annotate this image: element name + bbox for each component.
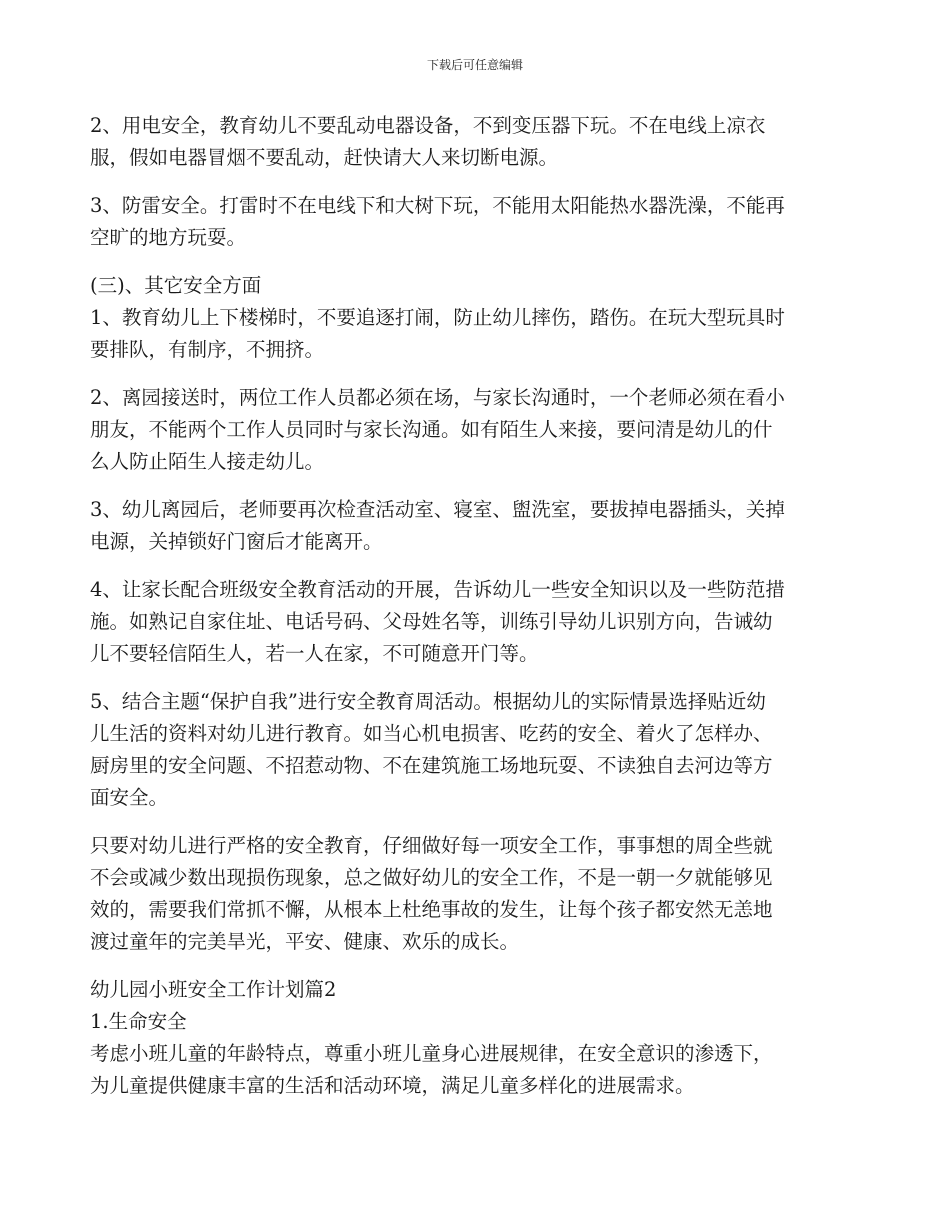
text-line: 厨房里的安全问题、不招惹动物、不在建筑施工场地玩耍、不读独自去河边等方 [90, 754, 773, 777]
section-title: 幼儿园小班安全工作计划篇2 [90, 978, 337, 1001]
text-line: 儿生活的资料对幼儿进行教育。如当心机电损害、吃药的安全、着火了怎样办、 [90, 722, 773, 745]
text-line: 朋友，不能两个工作人员同时与家长沟通。如有陌生人来接，要问清是幼儿的什 [90, 418, 773, 441]
paragraph-pickup [90, 382, 865, 478]
section-other-safety [90, 270, 865, 366]
text-line: 儿不要轻信陌生人，若一人在家，不可随意开门等。 [90, 642, 539, 665]
text-line: 5、结合主题“保护自我”进行安全教育周活动。根据幼儿的实际情景选择贴近幼 [90, 690, 766, 713]
text-line: 服，假如电器冒烟不要乱动，赶快请大人来切断电源。 [90, 146, 559, 169]
section-heading: (三)、其它安全方面 [90, 274, 262, 297]
subsection-heading: 1.生命安全 [90, 1010, 187, 1033]
text-line: 3、幼儿离园后，老师要再次检查活动室、寝室、盥洗室，要拔掉电器插头，关掉 [90, 498, 785, 521]
text-line: 空旷的地方玩耍。 [90, 226, 247, 249]
text-line: 1、教育幼儿上下楼梯时，不要追逐打闹，防止幼儿摔伤，踏伤。在玩大型玩具时 [90, 306, 785, 329]
section-plan-2 [90, 974, 865, 1102]
page-header: 下载后可任意编辑 [426, 58, 523, 72]
text-line: 3、防雷安全。打雷时不在电线下和大树下玩，不能用太阳能热水器洗澡，不能再 [90, 194, 785, 217]
text-line: 2、用电安全，教育幼儿不要乱动电器设备，不到变压器下玩。不在电线上凉衣 [90, 114, 766, 137]
text-line: 不会或减少数出现损伤现象，总之做好幼儿的安全工作，不是一朝一夕就能够见 [90, 866, 773, 889]
paragraph-electric-safety [90, 110, 865, 174]
text-line: 为儿童提供健康丰富的生活和活动环境，满足儿童多样化的进展需求。 [90, 1074, 695, 1097]
document-body [90, 110, 865, 1102]
text-line: 电源，关掉锁好门窗后才能离开。 [90, 530, 383, 553]
paragraph-parents [90, 574, 865, 670]
text-line: 只要对幼儿进行严格的安全教育，仔细做好每一项安全工作，事事想的周全些就 [90, 834, 773, 857]
text-line: 渡过童年的完美旱光，平安、健康、欢乐的成长。 [90, 930, 520, 953]
text-line: 施。如熟记自家住址、电话号码、父母姓名等，训练引导幼儿识别方向，告诫幼 [90, 610, 773, 633]
paragraph-theme-week [90, 686, 865, 814]
paragraph-summary [90, 830, 865, 958]
text-line: 要排队，有制序，不拥挤。 [90, 338, 325, 361]
text-line: 4、让家长配合班级安全教育活动的开展，告诉幼儿一些安全知识以及一些防范措 [90, 578, 785, 601]
paragraph-lightning-safety [90, 190, 865, 254]
paragraph-after-leaving [90, 494, 865, 558]
text-line: 效的，需要我们常抓不懈，从根本上杜绝事故的发生，让每个孩子都安然无恙地 [90, 898, 773, 921]
text-line: 面安全。 [90, 786, 169, 809]
text-line: 2、离园接送时，两位工作人员都必须在场，与家长沟通时，一个老师必须在看小 [90, 386, 785, 409]
text-line: 考虑小班儿童的年龄特点，尊重小班儿童身心进展规律，在安全意识的渗透下， [90, 1042, 773, 1065]
text-line: 么人防止陌生人接走幼儿。 [90, 450, 325, 473]
